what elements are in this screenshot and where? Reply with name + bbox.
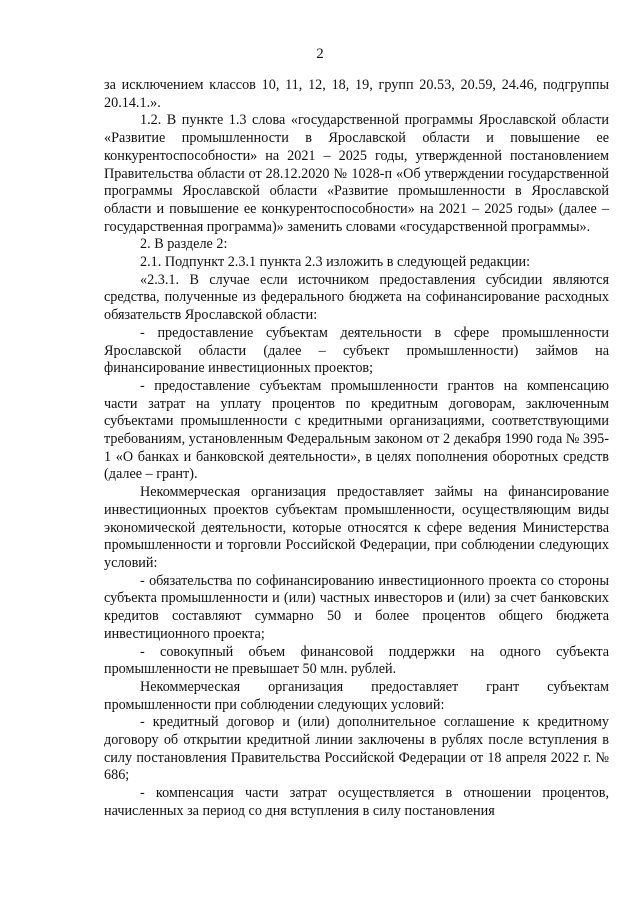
paragraph: - совокупный объем финансовой поддержки на одного субъекта промышленности не превышает 50 млн. рублей.: [104, 643, 609, 678]
paragraph: 1.2. В пункте 1.3 слова «государственной программы Ярославской области «Развитие промышленности в Ярославской области и повышение ее конкурентоспособности» на 2021 – 2025 годы, утвержденной постановлением Правительства области от 28.12.2020 № 1028-п «Об утверждении государственной программы Ярославской области «Развитие промышленности в Ярославской области и повышение ее конкурентоспособности» на 2021 – 2025 годы» (далее – государственная программа)» заменить словами «государственной программы».: [104, 112, 609, 235]
paragraph: - обязательства по софинансированию инвестиционного проекта со стороны субъекта промышленности и (или) частных инвесторов и (или) за счет банковских кредитов составляют суммарно 50 и более процентов общего бюджета инвестиционного проекта;: [104, 572, 609, 642]
paragraph: - кредитный договор и (или) дополнительное соглашение к кредитному договору об открытии кредитной линии заключены в рублях после вступления в силу постановления Правительства Российской Федерации от 18 апреля 2022 г. № 686;: [104, 714, 609, 784]
paragraph: 2.1. Подпункт 2.3.1 пункта 2.3 изложить в следующей редакции:: [140, 254, 531, 271]
paragraph: - компенсация части затрат осуществляется в отношении процентов, начисленных за период со дня вступления в силу постановления: [104, 785, 609, 819]
paragraph: Некоммерческая организация предоставляет займы на финансирование инвестиционных проектов субъектам промышленности, осуществляющим виды экономической деятельности, которые относятся к сфере ведения Министерства промышленности и торговли Российской Федерации, при соблюдении следующих условий:: [104, 484, 609, 571]
paragraph: Некоммерческая организация предоставляет грант субъектам промышленности при соблюдении следующих условий:: [104, 678, 609, 713]
page-number: 2: [316, 46, 324, 62]
paragraph: за исключением классов 10, 11, 12, 18, 19, групп 20.53, 20.59, 24.46, подгруппы 20.14.1.».: [104, 77, 609, 111]
paragraph: - предоставление субъектам деятельности в сфере промышленности Ярославской области (далее – субъект промышленности) займов на финансирование инвестиционных проектов;: [104, 324, 609, 377]
paragraph: - предоставление субъектам промышленности грантов на компенсацию части затрат на уплату процентов по кредитным договорам, заключенным субъектами промышленности с кредитными организациями, соответствующими требованиям, установленным Федеральным законом от 2 декабря 1990 года № 395-1 «О банках и банковской деятельности», в целях пополнения оборотных средств (далее – грант).: [104, 377, 609, 483]
paragraph: «2.3.1. В случае если источником предоставления субсидии являются средства, полученные из федерального бюджета на софинансирование расходных обязательств Ярославской области:: [104, 271, 609, 324]
paragraph: 2. В разделе 2:: [140, 236, 228, 253]
document-body: [104, 77, 609, 821]
